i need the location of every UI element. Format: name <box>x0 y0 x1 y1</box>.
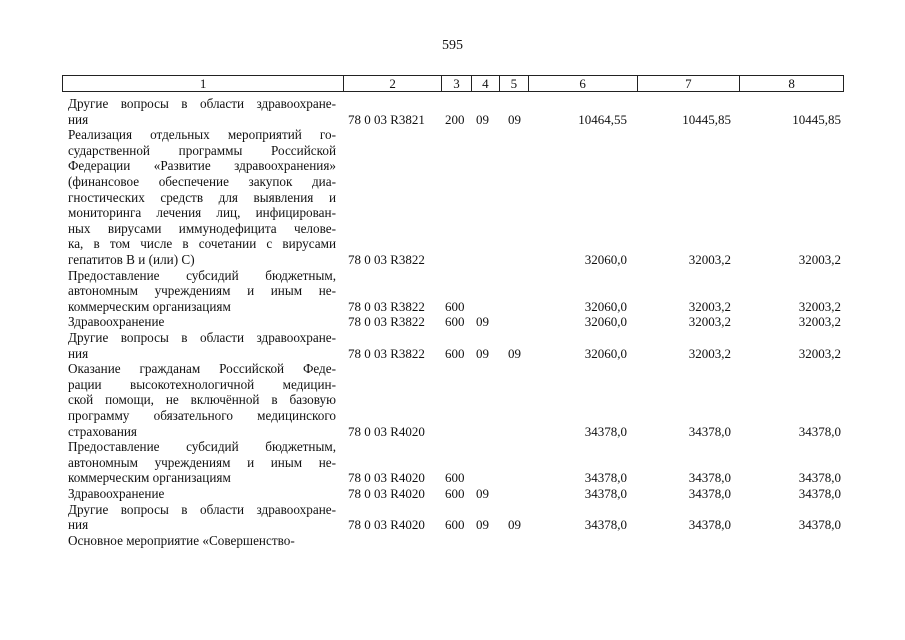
row-value-7: 32003,2 <box>688 251 731 267</box>
table-row <box>0 330 905 361</box>
description-line: Здравоохранение <box>68 486 165 501</box>
row-section: 09 <box>476 486 489 501</box>
row-vr: 600 <box>445 314 465 330</box>
row-value-7: 34378,0 <box>688 486 731 501</box>
row-value-8: 34378,0 <box>798 517 841 533</box>
row-section: 09 <box>476 314 489 330</box>
row-code: 78 0 03 R3822 <box>348 345 425 361</box>
description-line: гностических средств для выявления и <box>68 189 336 205</box>
row-description <box>68 486 336 502</box>
table-row <box>0 127 905 267</box>
row-description <box>68 96 336 127</box>
row-value-6: 34378,0 <box>584 423 627 439</box>
header-cell-7: 7 <box>638 76 741 91</box>
row-description <box>68 330 336 361</box>
row-value-7: 34378,0 <box>688 517 731 533</box>
row-value-8: 32003,2 <box>798 345 841 361</box>
description-line: ской помощи, не включённой в базовую <box>68 392 336 408</box>
row-value-6: 32060,0 <box>584 251 627 267</box>
row-subsection: 09 <box>508 345 521 361</box>
description-line: ния <box>68 345 89 361</box>
table-header <box>62 75 844 92</box>
row-description <box>68 361 336 439</box>
row-value-6: 34378,0 <box>584 470 627 486</box>
row-value-8: 34378,0 <box>798 470 841 486</box>
row-subsection: 09 <box>508 111 521 127</box>
description-line: сударственной программы Российской <box>68 142 336 158</box>
row-value-7: 32003,2 <box>688 298 731 314</box>
row-description <box>68 502 336 533</box>
row-vr: 600 <box>445 298 465 314</box>
row-code: 78 0 03 R3822 <box>348 298 425 314</box>
header-cell-8: 8 <box>788 76 795 91</box>
row-code: 78 0 03 R3822 <box>348 314 425 330</box>
table-row <box>0 502 905 533</box>
row-value-7: 34378,0 <box>688 470 731 486</box>
description-line: Реализация отдельных мероприятий го- <box>68 127 336 143</box>
row-section: 09 <box>476 517 489 533</box>
row-value-7: 32003,2 <box>688 314 731 330</box>
row-code: 78 0 03 R4020 <box>348 486 425 501</box>
row-value-7: 32003,2 <box>688 345 731 361</box>
header-cell-1: 1 <box>63 76 344 91</box>
row-value-7: 10445,85 <box>682 111 731 127</box>
description-line: ных вирусами иммунодефицита челове- <box>68 220 336 236</box>
description-line: ка, в том числе в сочетании с вирусами <box>68 236 336 252</box>
description-line: страхования <box>68 423 137 439</box>
row-value-8: 32003,2 <box>798 298 841 314</box>
table-row <box>0 533 905 549</box>
row-description <box>68 127 336 267</box>
description-line: ния <box>68 517 89 533</box>
description-line: Другие вопросы в области здравоохране- <box>68 330 336 345</box>
description-line: ния <box>68 111 89 127</box>
row-vr: 200 <box>445 111 465 127</box>
description-line: Здравоохранение <box>68 314 165 330</box>
description-line: Другие вопросы в области здравоохране- <box>68 501 336 517</box>
row-value-6: 32060,0 <box>584 298 627 314</box>
row-subsection: 09 <box>508 517 521 533</box>
row-section: 09 <box>476 111 489 127</box>
row-description <box>68 314 336 330</box>
row-value-8: 34378,0 <box>798 423 841 439</box>
description-line: Федерации «Развитие здравоохранения» <box>68 158 336 174</box>
row-code: 78 0 03 R4020 <box>348 470 425 486</box>
row-value-8: 32003,2 <box>798 251 841 267</box>
row-value-8: 10445,85 <box>792 111 841 127</box>
description-line: коммерческим организациям <box>68 470 231 486</box>
header-cell-3: 3 <box>442 76 472 91</box>
description-line: (финансовое обеспечение закупок диа- <box>68 173 336 189</box>
table-row <box>0 439 905 486</box>
header-cell-6: 6 <box>529 76 638 91</box>
description-line: автономным учреждениям и иным не- <box>68 454 336 470</box>
row-value-6: 32060,0 <box>584 314 627 330</box>
header-cell-2: 2 <box>344 76 442 91</box>
description-line: Предоставление субсидий бюджетным, <box>68 439 336 455</box>
row-code: 78 0 03 R4020 <box>348 423 425 439</box>
description-line: рации высокотехнологичной медицин- <box>68 376 336 392</box>
table-row <box>0 314 905 330</box>
row-code: 78 0 03 R4020 <box>348 517 425 533</box>
description-line: мониторинга лечения лиц, инфицирован- <box>68 205 336 221</box>
row-description <box>68 533 336 549</box>
row-vr: 600 <box>445 517 465 533</box>
description-line: гепатитов В и (или) С) <box>68 251 195 267</box>
description-line: Оказание гражданам Российской Феде- <box>68 361 336 377</box>
table-row <box>0 268 905 315</box>
description-line: Другие вопросы в области здравоохране- <box>68 96 336 111</box>
row-vr: 600 <box>445 470 465 486</box>
row-value-6: 10464,55 <box>578 111 627 127</box>
row-value-6: 34378,0 <box>584 517 627 533</box>
row-vr: 600 <box>445 345 465 361</box>
row-value-8: 32003,2 <box>798 314 841 330</box>
row-value-6: 34378,0 <box>584 486 627 501</box>
header-cell-4: 4 <box>472 76 500 91</box>
row-description <box>68 439 336 486</box>
row-code: 78 0 03 R3822 <box>348 251 425 267</box>
page-number: 595 <box>442 38 463 53</box>
row-value-6: 32060,0 <box>584 345 627 361</box>
description-line: автономным учреждениям и иным не- <box>68 283 336 299</box>
row-description <box>68 268 336 315</box>
header-cell-5: 5 <box>500 76 529 91</box>
row-code: 78 0 03 R3821 <box>348 111 425 127</box>
table-row <box>0 486 905 502</box>
table-row <box>0 96 905 127</box>
description-line: программу обязательного медицинского <box>68 407 336 423</box>
description-line: Основное мероприятие «Совершенство- <box>68 532 295 548</box>
row-value-8: 34378,0 <box>798 486 841 501</box>
row-vr: 600 <box>445 486 465 501</box>
row-value-7: 34378,0 <box>688 423 731 439</box>
description-line: Предоставление субсидий бюджетным, <box>68 267 336 283</box>
description-line: коммерческим организациям <box>68 298 231 314</box>
row-section: 09 <box>476 345 489 361</box>
table-row <box>0 361 905 439</box>
